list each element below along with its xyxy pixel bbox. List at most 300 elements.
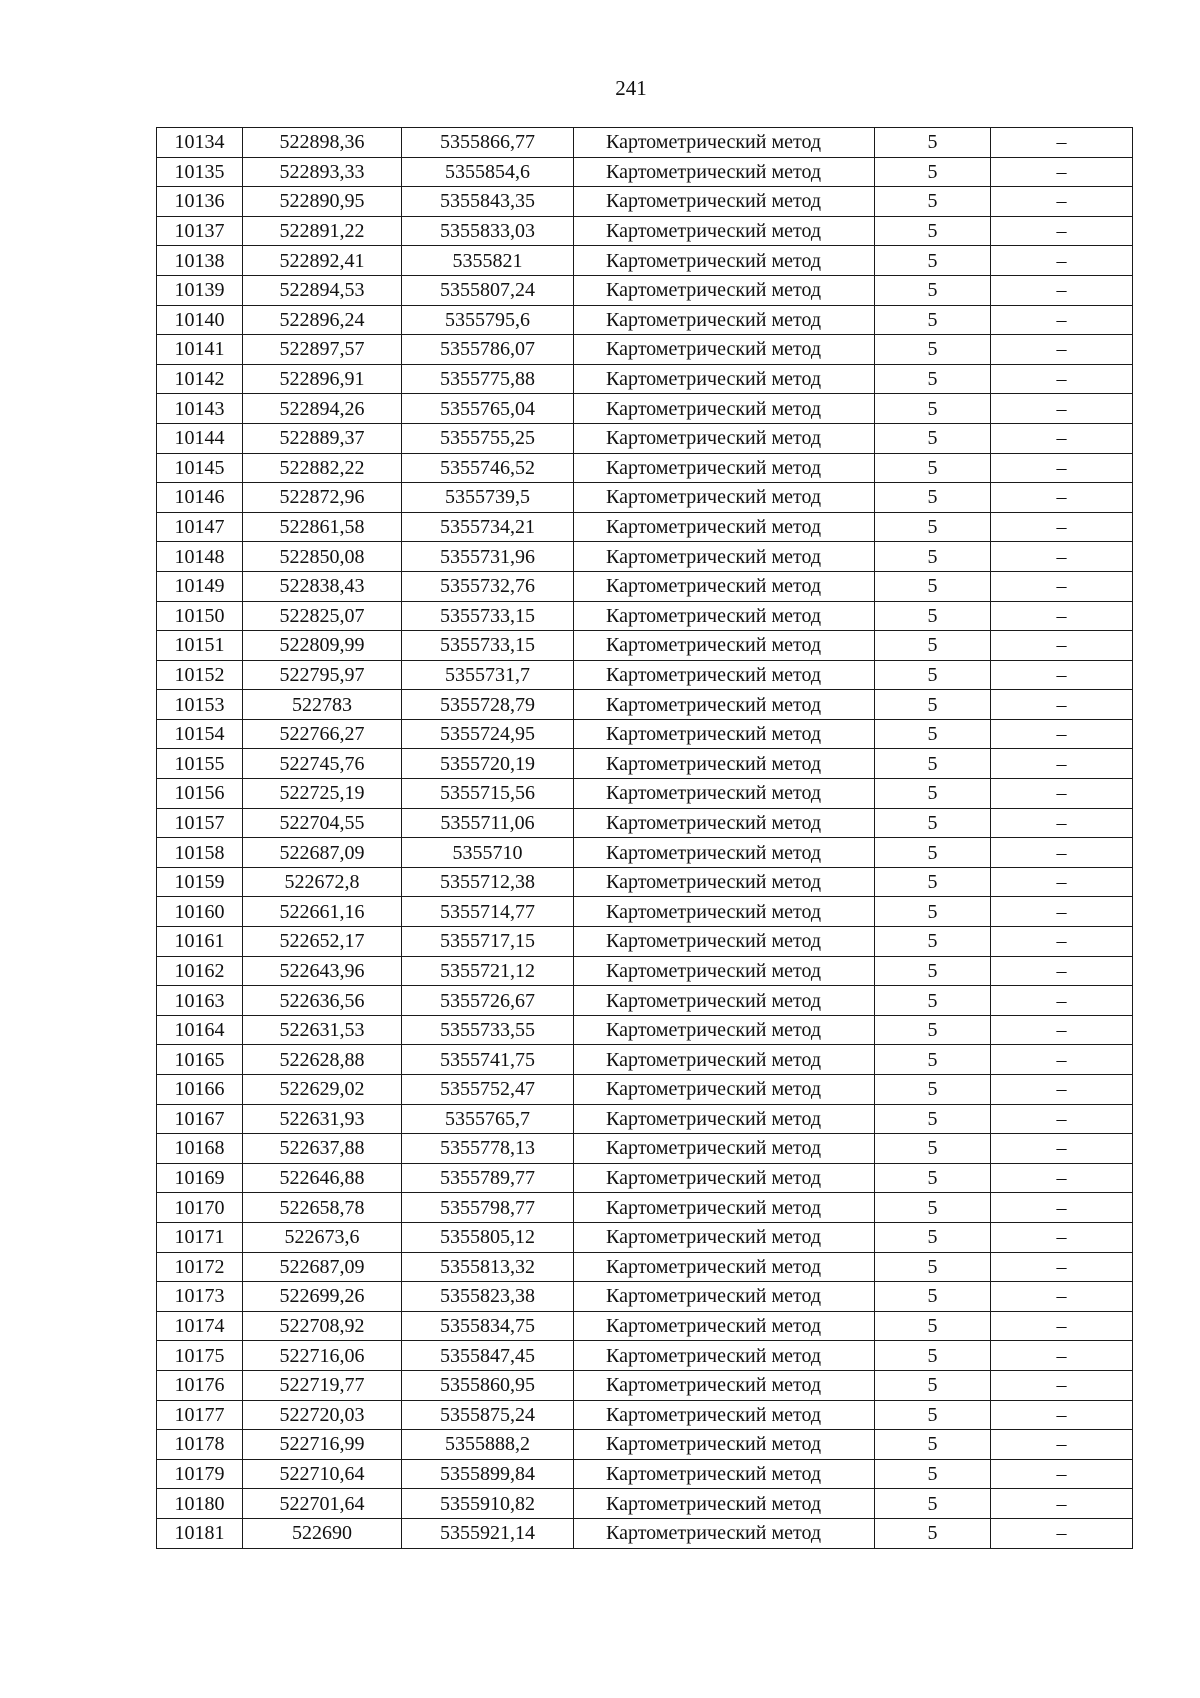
method-cell: Картометрический метод [574, 1459, 875, 1489]
table-row [157, 660, 1133, 690]
accuracy-cell: 5 [875, 690, 991, 720]
accuracy-cell: 5 [875, 1370, 991, 1400]
description-cell: – [991, 512, 1133, 542]
method-cell: Картометрический метод [574, 483, 875, 513]
accuracy-cell: 5 [875, 335, 991, 365]
y-coordinate-cell: 5355910,82 [402, 1489, 574, 1519]
description-cell: – [991, 1104, 1133, 1134]
y-coordinate-cell: 5355752,47 [402, 1075, 574, 1105]
description-cell: – [991, 364, 1133, 394]
accuracy-cell: 5 [875, 423, 991, 453]
y-coordinate-cell: 5355717,15 [402, 927, 574, 957]
method-cell: Картометрический метод [574, 808, 875, 838]
x-coordinate-cell: 522704,55 [243, 808, 402, 838]
method-cell: Картометрический метод [574, 364, 875, 394]
y-coordinate-cell: 5355733,55 [402, 1015, 574, 1045]
description-cell: – [991, 216, 1133, 246]
table-row [157, 838, 1133, 868]
accuracy-cell: 5 [875, 1400, 991, 1430]
method-cell: Картометрический метод [574, 275, 875, 305]
point-number-cell: 10163 [157, 986, 243, 1016]
point-number-cell: 10146 [157, 483, 243, 513]
y-coordinate-cell: 5355711,06 [402, 808, 574, 838]
x-coordinate-cell: 522716,99 [243, 1430, 402, 1460]
y-coordinate-cell: 5355715,56 [402, 779, 574, 809]
method-cell: Картометрический метод [574, 305, 875, 335]
description-cell: – [991, 779, 1133, 809]
accuracy-cell: 5 [875, 1430, 991, 1460]
y-coordinate-cell: 5355921,14 [402, 1518, 574, 1548]
description-cell: – [991, 1311, 1133, 1341]
description-cell: – [991, 631, 1133, 661]
y-coordinate-cell: 5355731,96 [402, 542, 574, 572]
description-cell: – [991, 838, 1133, 868]
description-cell: – [991, 986, 1133, 1016]
description-cell: – [991, 1252, 1133, 1282]
x-coordinate-cell: 522892,41 [243, 246, 402, 276]
method-cell: Картометрический метод [574, 1222, 875, 1252]
page-number: 241 [615, 76, 647, 100]
method-cell: Картометрический метод [574, 1075, 875, 1105]
accuracy-cell: 5 [875, 216, 991, 246]
x-coordinate-cell: 522891,22 [243, 216, 402, 246]
accuracy-cell: 5 [875, 1341, 991, 1371]
table-row [157, 956, 1133, 986]
x-coordinate-cell: 522631,53 [243, 1015, 402, 1045]
point-number-cell: 10170 [157, 1193, 243, 1223]
x-coordinate-cell: 522850,08 [243, 542, 402, 572]
point-number-cell: 10176 [157, 1370, 243, 1400]
table-row [157, 1163, 1133, 1193]
accuracy-cell: 5 [875, 512, 991, 542]
x-coordinate-cell: 522872,96 [243, 483, 402, 513]
y-coordinate-cell: 5355714,77 [402, 897, 574, 927]
description-cell: – [991, 690, 1133, 720]
method-cell: Картометрический метод [574, 1163, 875, 1193]
table-row [157, 423, 1133, 453]
y-coordinate-cell: 5355712,38 [402, 867, 574, 897]
table-row [157, 779, 1133, 809]
x-coordinate-cell: 522628,88 [243, 1045, 402, 1075]
x-coordinate-cell: 522720,03 [243, 1400, 402, 1430]
y-coordinate-cell: 5355775,88 [402, 364, 574, 394]
point-number-cell: 10136 [157, 187, 243, 217]
description-cell: – [991, 867, 1133, 897]
point-number-cell: 10142 [157, 364, 243, 394]
description-cell: – [991, 1341, 1133, 1371]
point-number-cell: 10164 [157, 1015, 243, 1045]
accuracy-cell: 5 [875, 275, 991, 305]
table-row [157, 1193, 1133, 1223]
x-coordinate-cell: 522882,22 [243, 453, 402, 483]
accuracy-cell: 5 [875, 897, 991, 927]
x-coordinate-cell: 522699,26 [243, 1282, 402, 1312]
method-cell: Картометрический метод [574, 660, 875, 690]
point-number-cell: 10141 [157, 335, 243, 365]
accuracy-cell: 5 [875, 1311, 991, 1341]
description-cell: – [991, 542, 1133, 572]
x-coordinate-cell: 522629,02 [243, 1075, 402, 1105]
accuracy-cell: 5 [875, 1222, 991, 1252]
description-cell: – [991, 571, 1133, 601]
x-coordinate-cell: 522652,17 [243, 927, 402, 957]
x-coordinate-cell: 522636,56 [243, 986, 402, 1016]
x-coordinate-cell: 522690 [243, 1518, 402, 1548]
method-cell: Картометрический метод [574, 335, 875, 365]
accuracy-cell: 5 [875, 927, 991, 957]
y-coordinate-cell: 5355726,67 [402, 986, 574, 1016]
point-number-cell: 10143 [157, 394, 243, 424]
accuracy-cell: 5 [875, 1163, 991, 1193]
point-number-cell: 10157 [157, 808, 243, 838]
method-cell: Картометрический метод [574, 1400, 875, 1430]
y-coordinate-cell: 5355798,77 [402, 1193, 574, 1223]
table-row [157, 897, 1133, 927]
y-coordinate-cell: 5355899,84 [402, 1459, 574, 1489]
method-cell: Картометрический метод [574, 867, 875, 897]
y-coordinate-cell: 5355731,7 [402, 660, 574, 690]
description-cell: – [991, 1400, 1133, 1430]
description-cell: – [991, 808, 1133, 838]
description-cell: – [991, 187, 1133, 217]
accuracy-cell: 5 [875, 749, 991, 779]
point-number-cell: 10172 [157, 1252, 243, 1282]
point-number-cell: 10145 [157, 453, 243, 483]
description-cell: – [991, 305, 1133, 335]
y-coordinate-cell: 5355789,77 [402, 1163, 574, 1193]
x-coordinate-cell: 522643,96 [243, 956, 402, 986]
table-row [157, 867, 1133, 897]
table-row [157, 246, 1133, 276]
x-coordinate-cell: 522673,6 [243, 1222, 402, 1252]
table-row [157, 927, 1133, 957]
point-number-cell: 10177 [157, 1400, 243, 1430]
description-cell: – [991, 1222, 1133, 1252]
accuracy-cell: 5 [875, 1015, 991, 1045]
description-cell: – [991, 719, 1133, 749]
accuracy-cell: 5 [875, 1489, 991, 1519]
point-number-cell: 10156 [157, 779, 243, 809]
x-coordinate-cell: 522894,53 [243, 275, 402, 305]
x-coordinate-cell: 522661,16 [243, 897, 402, 927]
y-coordinate-cell: 5355734,21 [402, 512, 574, 542]
method-cell: Картометрический метод [574, 690, 875, 720]
y-coordinate-cell: 5355786,07 [402, 335, 574, 365]
point-number-cell: 10162 [157, 956, 243, 986]
point-number-cell: 10152 [157, 660, 243, 690]
point-number-cell: 10169 [157, 1163, 243, 1193]
point-number-cell: 10178 [157, 1430, 243, 1460]
point-number-cell: 10165 [157, 1045, 243, 1075]
x-coordinate-cell: 522687,09 [243, 1252, 402, 1282]
point-number-cell: 10153 [157, 690, 243, 720]
description-cell: – [991, 453, 1133, 483]
point-number-cell: 10158 [157, 838, 243, 868]
y-coordinate-cell: 5355733,15 [402, 601, 574, 631]
description-cell: – [991, 394, 1133, 424]
description-cell: – [991, 1518, 1133, 1548]
description-cell: – [991, 1430, 1133, 1460]
x-coordinate-cell: 522672,8 [243, 867, 402, 897]
method-cell: Картометрический метод [574, 1518, 875, 1548]
method-cell: Картометрический метод [574, 897, 875, 927]
y-coordinate-cell: 5355724,95 [402, 719, 574, 749]
y-coordinate-cell: 5355888,2 [402, 1430, 574, 1460]
x-coordinate-cell: 522766,27 [243, 719, 402, 749]
description-cell: – [991, 1370, 1133, 1400]
x-coordinate-cell: 522896,91 [243, 364, 402, 394]
table-row [157, 542, 1133, 572]
description-cell: – [991, 483, 1133, 513]
x-coordinate-cell: 522745,76 [243, 749, 402, 779]
x-coordinate-cell: 522894,26 [243, 394, 402, 424]
table-row [157, 808, 1133, 838]
method-cell: Картометрический метод [574, 1430, 875, 1460]
description-cell: – [991, 423, 1133, 453]
x-coordinate-cell: 522646,88 [243, 1163, 402, 1193]
table-row [157, 1370, 1133, 1400]
x-coordinate-cell: 522896,24 [243, 305, 402, 335]
table-row [157, 335, 1133, 365]
point-number-cell: 10166 [157, 1075, 243, 1105]
x-coordinate-cell: 522658,78 [243, 1193, 402, 1223]
description-cell: – [991, 927, 1133, 957]
accuracy-cell: 5 [875, 631, 991, 661]
method-cell: Картометрический метод [574, 1252, 875, 1282]
table-row [157, 1400, 1133, 1430]
x-coordinate-cell: 522716,06 [243, 1341, 402, 1371]
coordinates-table-body [157, 128, 1133, 1549]
point-number-cell: 10167 [157, 1104, 243, 1134]
y-coordinate-cell: 5355795,6 [402, 305, 574, 335]
method-cell: Картометрический метод [574, 453, 875, 483]
table-row [157, 1045, 1133, 1075]
table-row [157, 157, 1133, 187]
table-row [157, 719, 1133, 749]
method-cell: Картометрический метод [574, 1282, 875, 1312]
table-row [157, 128, 1133, 158]
point-number-cell: 10144 [157, 423, 243, 453]
table-row [157, 1459, 1133, 1489]
table-row [157, 305, 1133, 335]
table-row [157, 1282, 1133, 1312]
table-row [157, 1311, 1133, 1341]
point-number-cell: 10175 [157, 1341, 243, 1371]
accuracy-cell: 5 [875, 542, 991, 572]
y-coordinate-cell: 5355813,32 [402, 1252, 574, 1282]
description-cell: – [991, 1045, 1133, 1075]
accuracy-cell: 5 [875, 779, 991, 809]
table-row [157, 483, 1133, 513]
point-number-cell: 10174 [157, 1311, 243, 1341]
description-cell: – [991, 1193, 1133, 1223]
y-coordinate-cell: 5355834,75 [402, 1311, 574, 1341]
method-cell: Картометрический метод [574, 394, 875, 424]
point-number-cell: 10151 [157, 631, 243, 661]
description-cell: – [991, 1163, 1133, 1193]
x-coordinate-cell: 522710,64 [243, 1459, 402, 1489]
description-cell: – [991, 601, 1133, 631]
accuracy-cell: 5 [875, 601, 991, 631]
coordinates-table [156, 127, 1133, 1549]
table-row [157, 1104, 1133, 1134]
y-coordinate-cell: 5355746,52 [402, 453, 574, 483]
method-cell: Картометрический метод [574, 986, 875, 1016]
point-number-cell: 10134 [157, 128, 243, 158]
table-row [157, 601, 1133, 631]
table-row [157, 1075, 1133, 1105]
y-coordinate-cell: 5355710 [402, 838, 574, 868]
accuracy-cell: 5 [875, 838, 991, 868]
description-cell: – [991, 275, 1133, 305]
method-cell: Картометрический метод [574, 1134, 875, 1164]
accuracy-cell: 5 [875, 986, 991, 1016]
y-coordinate-cell: 5355733,15 [402, 631, 574, 661]
y-coordinate-cell: 5355807,24 [402, 275, 574, 305]
table-row [157, 1222, 1133, 1252]
description-cell: – [991, 897, 1133, 927]
accuracy-cell: 5 [875, 956, 991, 986]
accuracy-cell: 5 [875, 128, 991, 158]
x-coordinate-cell: 522783 [243, 690, 402, 720]
method-cell: Картометрический метод [574, 542, 875, 572]
accuracy-cell: 5 [875, 187, 991, 217]
table-row [157, 1252, 1133, 1282]
description-cell: – [991, 660, 1133, 690]
description-cell: – [991, 246, 1133, 276]
y-coordinate-cell: 5355765,7 [402, 1104, 574, 1134]
method-cell: Картометрический метод [574, 779, 875, 809]
method-cell: Картометрический метод [574, 956, 875, 986]
table-row [157, 1134, 1133, 1164]
table-row [157, 364, 1133, 394]
table-row [157, 631, 1133, 661]
method-cell: Картометрический метод [574, 246, 875, 276]
description-cell: – [991, 1075, 1133, 1105]
accuracy-cell: 5 [875, 483, 991, 513]
description-cell: – [991, 157, 1133, 187]
x-coordinate-cell: 522897,57 [243, 335, 402, 365]
method-cell: Картометрический метод [574, 1341, 875, 1371]
table-row [157, 986, 1133, 1016]
accuracy-cell: 5 [875, 157, 991, 187]
accuracy-cell: 5 [875, 394, 991, 424]
point-number-cell: 10180 [157, 1489, 243, 1519]
y-coordinate-cell: 5355860,95 [402, 1370, 574, 1400]
description-cell: – [991, 128, 1133, 158]
accuracy-cell: 5 [875, 571, 991, 601]
accuracy-cell: 5 [875, 808, 991, 838]
table-row [157, 1489, 1133, 1519]
method-cell: Картометрический метод [574, 1311, 875, 1341]
y-coordinate-cell: 5355755,25 [402, 423, 574, 453]
description-cell: – [991, 956, 1133, 986]
point-number-cell: 10171 [157, 1222, 243, 1252]
point-number-cell: 10149 [157, 571, 243, 601]
table-row [157, 1341, 1133, 1371]
table-row [157, 749, 1133, 779]
table-row [157, 690, 1133, 720]
y-coordinate-cell: 5355728,79 [402, 690, 574, 720]
table-row [157, 275, 1133, 305]
y-coordinate-cell: 5355721,12 [402, 956, 574, 986]
table-row [157, 453, 1133, 483]
description-cell: – [991, 1015, 1133, 1045]
y-coordinate-cell: 5355854,6 [402, 157, 574, 187]
method-cell: Картометрический метод [574, 719, 875, 749]
x-coordinate-cell: 522708,92 [243, 1311, 402, 1341]
method-cell: Картометрический метод [574, 1489, 875, 1519]
point-number-cell: 10181 [157, 1518, 243, 1548]
accuracy-cell: 5 [875, 1193, 991, 1223]
table-row [157, 394, 1133, 424]
table-row [157, 571, 1133, 601]
y-coordinate-cell: 5355720,19 [402, 749, 574, 779]
y-coordinate-cell: 5355778,13 [402, 1134, 574, 1164]
y-coordinate-cell: 5355765,04 [402, 394, 574, 424]
method-cell: Картометрический метод [574, 838, 875, 868]
point-number-cell: 10159 [157, 867, 243, 897]
method-cell: Картометрический метод [574, 631, 875, 661]
y-coordinate-cell: 5355843,35 [402, 187, 574, 217]
accuracy-cell: 5 [875, 453, 991, 483]
x-coordinate-cell: 522795,97 [243, 660, 402, 690]
method-cell: Картометрический метод [574, 1370, 875, 1400]
method-cell: Картометрический метод [574, 423, 875, 453]
y-coordinate-cell: 5355847,45 [402, 1341, 574, 1371]
accuracy-cell: 5 [875, 246, 991, 276]
accuracy-cell: 5 [875, 1045, 991, 1075]
point-number-cell: 10137 [157, 216, 243, 246]
method-cell: Картометрический метод [574, 187, 875, 217]
method-cell: Картометрический метод [574, 128, 875, 158]
method-cell: Картометрический метод [574, 749, 875, 779]
x-coordinate-cell: 522898,36 [243, 128, 402, 158]
x-coordinate-cell: 522893,33 [243, 157, 402, 187]
method-cell: Картометрический метод [574, 157, 875, 187]
accuracy-cell: 5 [875, 660, 991, 690]
accuracy-cell: 5 [875, 1075, 991, 1105]
table-row [157, 1015, 1133, 1045]
y-coordinate-cell: 5355741,75 [402, 1045, 574, 1075]
x-coordinate-cell: 522890,95 [243, 187, 402, 217]
y-coordinate-cell: 5355875,24 [402, 1400, 574, 1430]
accuracy-cell: 5 [875, 1282, 991, 1312]
point-number-cell: 10150 [157, 601, 243, 631]
method-cell: Картометрический метод [574, 512, 875, 542]
description-cell: – [991, 1282, 1133, 1312]
y-coordinate-cell: 5355833,03 [402, 216, 574, 246]
point-number-cell: 10179 [157, 1459, 243, 1489]
point-number-cell: 10135 [157, 157, 243, 187]
point-number-cell: 10148 [157, 542, 243, 572]
x-coordinate-cell: 522861,58 [243, 512, 402, 542]
x-coordinate-cell: 522838,43 [243, 571, 402, 601]
accuracy-cell: 5 [875, 1252, 991, 1282]
point-number-cell: 10160 [157, 897, 243, 927]
point-number-cell: 10173 [157, 1282, 243, 1312]
y-coordinate-cell: 5355739,5 [402, 483, 574, 513]
point-number-cell: 10147 [157, 512, 243, 542]
method-cell: Картометрический метод [574, 601, 875, 631]
x-coordinate-cell: 522825,07 [243, 601, 402, 631]
accuracy-cell: 5 [875, 1134, 991, 1164]
table-row [157, 1430, 1133, 1460]
y-coordinate-cell: 5355823,38 [402, 1282, 574, 1312]
accuracy-cell: 5 [875, 1459, 991, 1489]
table-row [157, 1518, 1133, 1548]
description-cell: – [991, 1489, 1133, 1519]
